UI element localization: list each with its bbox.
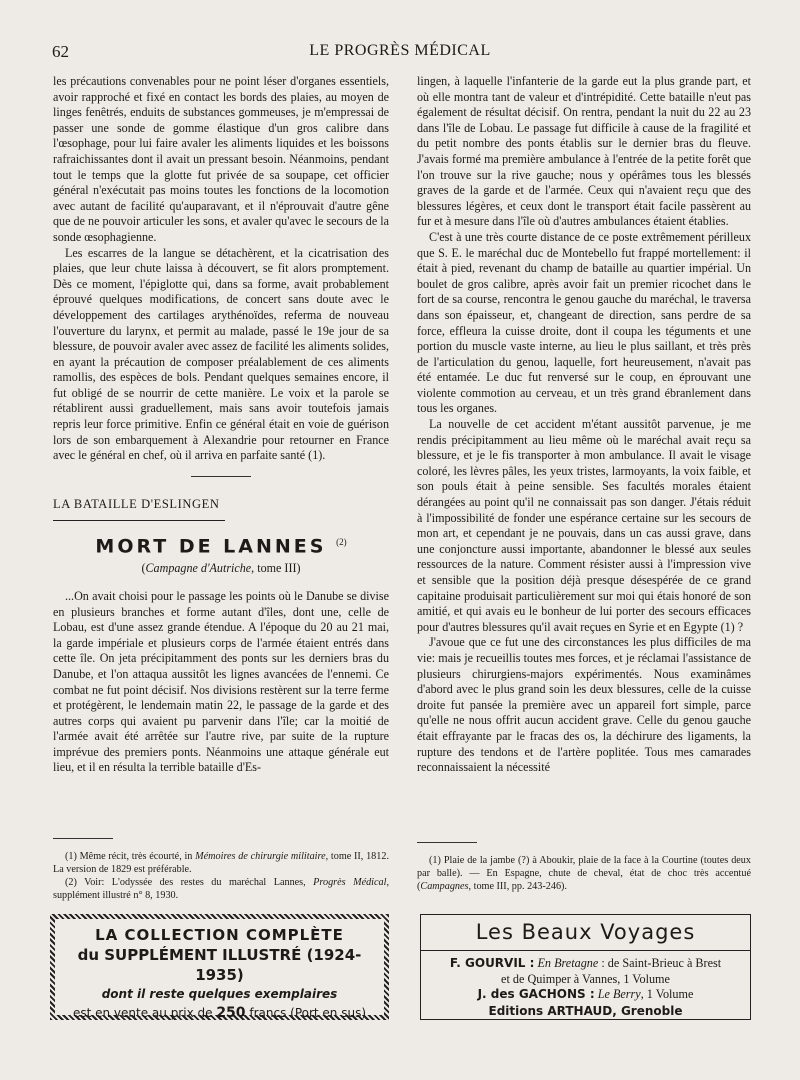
page-number: 62 [52, 42, 69, 61]
paragraph: J'avoue que ce fut une des circonstances les plus difficiles de ma vie: mais je recueillis toutes mes forces, et je réclamai l'assistance de plusieurs chirurgiens-majors expérimentés. Nous examinâmes d'abord avec le plus grand soin les deux blessures, celle de la cuisse droite fut pansée la première avec un appareil fort simple, parce qu'elle ne nous offrit aucun accident grave. Celle du genou gauche était effrayante par le fracas des os, la déchirure des ligaments, la rupture des tendons et de l'artère poplitée. Tous mes camarades reconnaissaient la nécessité [417, 635, 751, 775]
article-title [53, 535, 389, 558]
ad-text: est en vente au prix de [72, 1006, 217, 1020]
footnote-text: (2) Voir: L'odyssée des restes du maréchal Lannes, [65, 877, 314, 888]
subtitle-rest: , tome III) [251, 561, 301, 576]
paragraph: La nouvelle de cet accident m'étant aussitôt parvenue, je me rendis précipitamment au lieu même où le maréchal avait reçu sa blessure, et je le fis transporter à mon ambulance. Il avait le visage coloré, les lèvres pâles, les yeux tristes, larmoyants, la voix faible, et son pouls était à peine sensible. Ses facultés morales étaient dérangées au point qu'il ne connaissait pas son danger. J'étais réduit à l'impossibilité de fonder une espérance certaine sur les secours de mon art, et cependant je ne pouvais, dans un cas aussi grave, dans une conjoncture aussi importante, abandonner le blessé aux seules ressources de la nature. Comment résister aussi à l'impression vive et sensible que la position déjà presque désespérée de ce grand capitaine produisait particulièrement sur moi qui étais honoré de son amitié, et qui avais eu le bonheur de lui porter des secours efficaces pour d'autres blessures qu'il avait reçues en Syrie et en Egypte (1) ? [417, 417, 751, 634]
ad-publisher: Editions ARTHAUD, Grenoble [488, 1003, 683, 1018]
footnote [53, 876, 389, 902]
paragraph: lingen, à laquelle l'infanterie de la garde eut la plus grande part, et où elle montra tant de valeur et d'intrépidité. Cette bataille n'eut pas également de résultat décisif. On rentra, pendant la nuit du 22 au 23 dans l'île de Lobau. Le passage fut difficile à cause de la fragilité et du petit nombre des ponts établis sur le dernier bras du fleuve. J'avais formé ma première ambulance à l'entrée de la petite forêt que l'on trouve sur la rive gauche; nous y opérâmes tous les blessés graves de la garde et de l'armée. Ceux qui n'avaient reçu que des blessures légères, et ceux dont le transport était facile passèrent au fur et à mesure dans l'île où d'autres ambulances étaient établies. [417, 74, 751, 229]
footnote-italic: Mémoires de chirurgie militaire [195, 851, 326, 862]
footnote-text: , tome III, pp. 243-246). [468, 881, 567, 892]
article-title-note: (2) [336, 537, 347, 548]
footnote-rule [53, 838, 113, 839]
ad-price-line [55, 1003, 384, 1023]
footnote-rule [417, 842, 477, 843]
ad-line: du SUPPLÉMENT ILLUSTRÉ (1924-1935) [77, 946, 362, 984]
footnote [53, 850, 389, 876]
books-advertisement [420, 914, 751, 1020]
separator-rule [191, 476, 251, 477]
ad-line: et de Quimper à Vannes, 1 Volume [501, 971, 670, 986]
footnote-italic: Campagnes [420, 881, 469, 892]
ad-price: 250 [216, 1005, 246, 1021]
footnote-italic: Progrès Médical [313, 877, 387, 888]
footnote [417, 854, 751, 893]
ad-author: F. GOURVIL : [449, 956, 535, 970]
ad-line: LA COLLECTION COMPLÈTE [95, 926, 344, 944]
paragraph: C'est à une très courte distance de ce poste extrêmement périlleux que S. E. le maréchal duc de Montebello fut frappé mortellement: il était à pied, revenant du champ de bataille au quartier impérial. Un boulet de gros calibre, après avoir fait un premier ricochet dans le fort de sa course, rencontra le genou gauche du maréchal, le traversa dans son épaisseur, et, changeant de direction, sans perdre de sa force, effleura la cuisse droite, dont il coupa les téguments et une portion du muscle vaste interne, au lieu le plus saillant, et très près de l'articulation du genou, laquelle, fort heureusement, n'avait pas été entamée. Le duc fut renversé sur le coup, en éprouvant une violente commotion au cerveau, et un très grand ébranlement dans tous les organes. [417, 229, 751, 416]
ad-line [421, 956, 750, 972]
ad-text: , 1 Volume [640, 987, 694, 1001]
ad-author: J. des GACHONS : [477, 987, 595, 1001]
section-heading: LA BATAILLE D'ESLINGEN [53, 496, 220, 511]
collection-advertisement [50, 914, 389, 1020]
footnotes-right [417, 854, 751, 893]
ad-heading: Les Beaux Voyages [421, 915, 750, 951]
subtitle-italic: Campagne d'Autriche [145, 561, 252, 576]
left-column [53, 74, 389, 776]
ad-line [421, 987, 750, 1003]
paragraph: les précautions convenables pour ne point léser d'organes essentiels, avoir rapproché et fixé en contact les bords des plaies, au moyen de linges fenêtrés, enduits de substances gommeuses, je m'empressai de passer une sonde de gomme élastique d'un gros calibre dans l'œsophage, pour lui faire avaler les aliments liquides et les boissons rafraichissantes dont il avait un pressant besoin. Néanmoins, pendant tout le temps que la glotte fut privée de sa soupape, cet officier général n'exécutait pas moins toutes les fonctions de la locomotion avec autant de facilité qu'auparavant, et il n'éprouvait d'autre gêne que de ne pouvoir articuler les sons, et avaler qu'avec le secours de la sonde œsophagienne. [53, 74, 389, 244]
subtitle-open: ( [141, 561, 146, 576]
footnotes-left [53, 850, 389, 902]
article-title-text: MORT DE LANNES [95, 535, 327, 558]
ad-text: francs (Port en sus) [245, 1006, 367, 1020]
right-column [417, 74, 751, 776]
footnote-text: (1) Même récit, très écourté, in [65, 851, 196, 862]
ad-text: : de Saint-Brieuc à Brest [598, 956, 722, 970]
running-title: LE PROGRÈS MÉDICAL [309, 42, 491, 59]
article-subtitle [53, 561, 389, 577]
ad-book-title: En Bretagne [537, 956, 599, 970]
footnote-text: (1) Plaie de la jambe (?) à Aboukir, plaie de la face à la Courtine (toutes deux par balle). — En Espagne, chute de cheval, état de choc très accentué ( [417, 855, 751, 892]
footnote-text: , supplément illustré n° 8, 1930. [53, 877, 390, 901]
paragraph: ...On avait choisi pour le passage les points où le Danube se divise en plusieurs branches et forme autant d'îles, dont une, celle de Lobau, est d'une assez grande étendue. A l'époque du 20 au 21 mai, la garde impériale et plusieurs corps de l'armée étaient entrés dans cette île. On jeta précipitamment des ponts sur les derniers bras du Danube, et l'on attaqua aussitôt les lignes avancées de l'ennemi. Ce combat ne fut point décisif. Nos divisions restèrent sur la terre ferme et protégèrent, le lendemain matin 22, le passage de la garde et des autres corps qui avaient pu parvenir dans l'île; car la moitié de l'armée avait été arrêtée sur l'autre rive, par suite de la rupture imprévue des premiers ponts. Néanmoins une attaque générale eut lieu, et il en résulta la terrible bataille d'Es- [53, 588, 389, 775]
paragraph: Les escarres de la langue se détachèrent, et la cicatrisation des plaies, que leur chute laissa à découvert, se fit alors promptement. Dès ce moment, l'épiglotte qui, dans sa forme, avait probablement éprouvé quelques modifications, de concert sans doute avec le développement des cartilages arythénoïdes, referma de nouveau l'ouverture du larynx, et permit au malade, passé le 19e jour de sa blessure, de pouvoir avaler avec assez de facilité les aliments solides, en ayant la précaution de composer préalablement de ces aliments ramollis, des espèces de bols. Pendant quelques semaines encore, il fut obligé de se nourrir de cette manière. Le voix et la parole se rétablirent aussi graduellement, mais sans avoir toutefois jamais repris leur force primitive. Enfin ce général était en voie de guérison lors de son embarquement à Alexandrie pour retourner en France avec le général en chef, où il arriva en parfaite santé (1). [53, 245, 389, 463]
ad-book-title: Le Berry [597, 987, 641, 1001]
ad-line: dont il reste quelques exemplaires [101, 987, 338, 1001]
section-heading-rule [53, 520, 225, 521]
footnote-text: , tome II, 1812. La version de 1829 est préférable. [53, 851, 389, 875]
